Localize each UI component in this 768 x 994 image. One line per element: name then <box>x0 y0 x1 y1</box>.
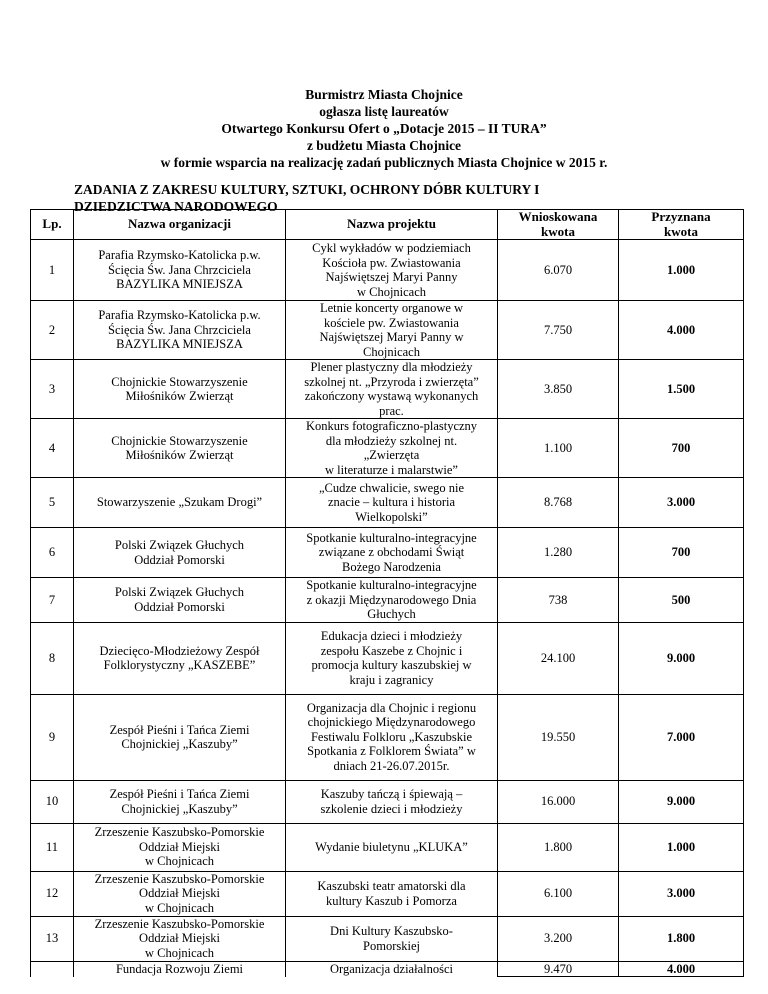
table-row <box>31 780 744 823</box>
row-organization: Polski Związek Głuchych Oddział Pomorski <box>74 578 286 623</box>
row-lp <box>31 961 74 977</box>
row-project: Cykl wykładów w podziemiach Kościoła pw. Zwiastowania Najświętszej Maryi Panny w Chojnicach <box>286 240 498 301</box>
header-line: w formie wsparcia na realizację zadań publicznych Miasta Chojnice w 2015 r. <box>160 155 608 170</box>
header-line: Burmistrz Miasta Chojnice <box>305 87 463 102</box>
row-project: Kaszubski teatr amatorski dla kultury Kaszub i Pomorza <box>286 871 498 916</box>
row-requested: 1.280 <box>498 528 619 578</box>
row-organization: Zespół Pieśni i Tańca Ziemi Chojnickiej „Kaszuby” <box>74 694 286 780</box>
table-row <box>31 240 744 301</box>
row-lp: 9 <box>31 694 74 780</box>
row-requested: 8.768 <box>498 478 619 528</box>
row-requested: 16.000 <box>498 780 619 823</box>
row-lp: 1 <box>31 240 74 301</box>
row-granted: 1.500 <box>619 360 744 419</box>
row-project: Wydanie biuletynu „KLUKA” <box>286 823 498 871</box>
header-line: Otwartego Konkursu Ofert o „Dotacje 2015 – II TURA” <box>221 121 547 136</box>
announcement-header <box>0 86 768 171</box>
row-granted: 7.000 <box>619 694 744 780</box>
row-organization: Parafia Rzymsko-Katolicka p.w. Ścięcia Św. Jana Chrzciciela BAZYLIKA MNIEJSZA <box>74 301 286 360</box>
header-line: ogłasza listę laureatów <box>319 104 449 119</box>
row-requested: 19.550 <box>498 694 619 780</box>
row-requested: 1.100 <box>498 419 619 478</box>
table-row <box>31 578 744 623</box>
header-requested: Wnioskowana kwota <box>498 210 619 240</box>
row-lp: 13 <box>31 916 74 961</box>
row-organization: Polski Związek Głuchych Oddział Pomorski <box>74 528 286 578</box>
header-granted: Przyznana kwota <box>619 210 744 240</box>
row-lp: 2 <box>31 301 74 360</box>
row-requested: 6.100 <box>498 871 619 916</box>
row-project: „Cudze chwalicie, swego nie znacie – kultura i historia Wielkopolski” <box>286 478 498 528</box>
row-project: Spotkanie kulturalno-integracyjne z okazji Międzynarodowego Dnia Głuchych <box>286 578 498 623</box>
row-lp: 12 <box>31 871 74 916</box>
row-project: Organizacja działalności <box>286 961 498 977</box>
row-lp: 11 <box>31 823 74 871</box>
row-project: Konkurs fotograficzno-plastyczny dla młodzieży szkolnej nt. „Zwierzęta w literaturze i malarstwie” <box>286 419 498 478</box>
row-organization: Zrzeszenie Kaszubsko-Pomorskie Oddział Miejski w Chojnicach <box>74 916 286 961</box>
table-row <box>31 823 744 871</box>
laureates-table <box>30 209 744 977</box>
row-organization: Stowarzyszenie „Szukam Drogi” <box>74 478 286 528</box>
row-requested: 1.800 <box>498 823 619 871</box>
row-organization: Chojnickie Stowarzyszenie Miłośników Zwierząt <box>74 360 286 419</box>
table-row <box>31 694 744 780</box>
row-granted: 9.000 <box>619 622 744 694</box>
row-lp: 5 <box>31 478 74 528</box>
row-lp: 10 <box>31 780 74 823</box>
row-requested: 24.100 <box>498 622 619 694</box>
row-granted: 3.000 <box>619 478 744 528</box>
row-requested: 6.070 <box>498 240 619 301</box>
table-row <box>31 478 744 528</box>
row-granted: 3.000 <box>619 871 744 916</box>
section-title-line: ZADANIA Z ZAKRESU KULTURY, SZTUKI, OCHRONY DÓBR KULTURY I <box>74 182 540 197</box>
row-project: Spotkanie kulturalno-integracyjne związane z obchodami Świąt Bożego Narodzenia <box>286 528 498 578</box>
row-lp: 6 <box>31 528 74 578</box>
table-row <box>31 916 744 961</box>
row-granted: 4.000 <box>619 961 744 977</box>
row-organization: Parafia Rzymsko-Katolicka p.w. Ścięcia Św. Jana Chrzciciela BAZYLIKA MNIEJSZA <box>74 240 286 301</box>
table-row <box>31 360 744 419</box>
row-granted: 1.000 <box>619 823 744 871</box>
header-lp: Lp. <box>31 210 74 240</box>
row-organization: Dziecięco-Młodzieżowy Zespół Folklorystyczny „KASZEBE” <box>74 622 286 694</box>
row-requested: 3.850 <box>498 360 619 419</box>
row-organization: Zrzeszenie Kaszubsko-Pomorskie Oddział Miejski w Chojnicach <box>74 871 286 916</box>
table-row <box>31 961 744 977</box>
row-requested: 738 <box>498 578 619 623</box>
row-project: Letnie koncerty organowe w kościele pw. Zwiastowania Najświętszej Maryi Panny w Chojnicach <box>286 301 498 360</box>
row-requested: 3.200 <box>498 916 619 961</box>
row-lp: 3 <box>31 360 74 419</box>
row-lp: 4 <box>31 419 74 478</box>
row-lp: 7 <box>31 578 74 623</box>
row-project: Edukacja dzieci i młodzieży zespołu Kaszebe z Chojnic i promocja kultury kaszubskiej w kraju i zagranicy <box>286 622 498 694</box>
row-organization: Fundacja Rozwoju Ziemi <box>74 961 286 977</box>
row-project: Kaszuby tańczą i śpiewają – szkolenie dzieci i młodzieży <box>286 780 498 823</box>
row-project: Organizacja dla Chojnic i regionu chojnickiego Międzynarodowego Festiwalu Folkloru „Kaszubskie Spotkania z Folklorem Świata” w dniach 21-26.07.2015r. <box>286 694 498 780</box>
row-granted: 700 <box>619 528 744 578</box>
table-row <box>31 871 744 916</box>
row-granted: 1.800 <box>619 916 744 961</box>
row-granted: 4.000 <box>619 301 744 360</box>
table-row <box>31 419 744 478</box>
section-title-line: DZIEDZICTWA NARODOWEGO <box>74 199 278 214</box>
row-project: Plener plastyczny dla młodzieży szkolnej nt. „Przyroda i zwierzęta” zakończony wystawą wykonanych prac. <box>286 360 498 419</box>
header-organization: Nazwa organizacji <box>74 210 286 240</box>
row-lp: 8 <box>31 622 74 694</box>
row-granted: 700 <box>619 419 744 478</box>
row-organization: Zespół Pieśni i Tańca Ziemi Chojnickiej „Kaszuby” <box>74 780 286 823</box>
header-project: Nazwa projektu <box>286 210 498 240</box>
row-granted: 1.000 <box>619 240 744 301</box>
table-row <box>31 301 744 360</box>
header-line: z budżetu Miasta Chojnice <box>306 138 462 153</box>
row-granted: 500 <box>619 578 744 623</box>
row-project: Dni Kultury Kaszubsko- Pomorskiej <box>286 916 498 961</box>
table-row <box>31 622 744 694</box>
table-header-row <box>31 210 744 240</box>
row-organization: Zrzeszenie Kaszubsko-Pomorskie Oddział Miejski w Chojnicach <box>74 823 286 871</box>
table-row <box>31 528 744 578</box>
row-organization: Chojnickie Stowarzyszenie Miłośników Zwierząt <box>74 419 286 478</box>
row-requested: 7.750 <box>498 301 619 360</box>
row-requested: 9.470 <box>498 961 619 977</box>
row-granted: 9.000 <box>619 780 744 823</box>
